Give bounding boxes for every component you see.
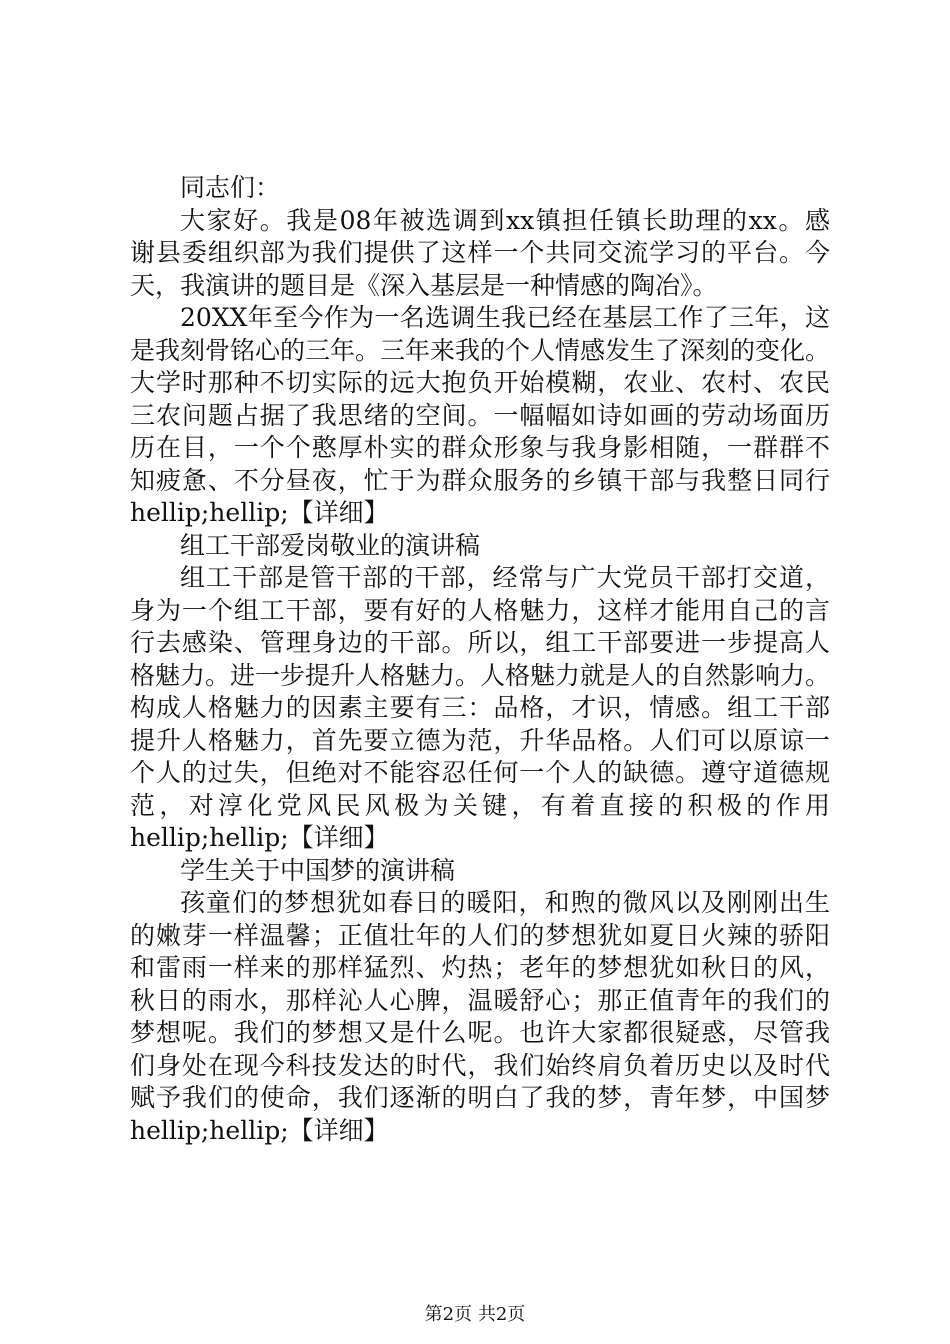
text-line: 历在目，一个个憨厚朴实的群众形象与我身影相随，一群群不 — [130, 433, 830, 462]
text-line: 的嫩芽一样温馨；正值壮年的人们的梦想犹如夏日火辣的骄阳 — [130, 920, 830, 950]
paragraph-speech-1 — [130, 302, 830, 530]
greeting — [130, 172, 830, 205]
details-link[interactable]: hellip;hellip;【详细】 — [130, 823, 389, 852]
text-line: 组工干部是管干部的干部，经常与广大党员干部打交道， — [180, 563, 830, 592]
text-line: 梦想呢。我们的梦想又是什么呢。也许大家都很疑惑，尽管我 — [130, 1018, 830, 1047]
details-link[interactable]: hellip;hellip;【详细】 — [130, 1115, 389, 1145]
text-line: 和雷雨一样来的那样猛烈、灼热；老年的梦想犹如秋日的风， — [130, 953, 830, 982]
paragraph-intro — [130, 205, 830, 303]
text-line: 20XX年至今作为一名选调生我已经在基层工作了三年，这 — [180, 303, 830, 332]
text-line: 提升人格魅力，首先要立德为范，升华品格。人们可以原谅一 — [130, 725, 830, 755]
text-line: 谢县委组织部为我们提供了这样一个共同交流学习的平台。今 — [130, 238, 830, 267]
greeting-text: 同志们： — [180, 173, 281, 202]
text-line: 三农问题占据了我思绪的空间。一幅幅如诗如画的劳动场面历 — [130, 400, 830, 430]
text-line: 个人的过失，但绝对不能容忍任何一个人的缺德。遵守道德规 — [130, 758, 830, 787]
text-line: 是我刻骨铭心的三年。三年来我的个人情感发生了深刻的变化。 — [130, 335, 831, 365]
section-china-dream-speech — [130, 855, 830, 1148]
text-line: 范，对淳化党风民风极为关键，有着直接的积极的作用 — [130, 790, 830, 820]
text-line: 构成人格魅力的因素主要有三：品格，才识，情感。组工干部 — [130, 693, 830, 722]
text-line: 身为一个组工干部，要有好的人格魅力，这样才能用自己的言 — [130, 595, 830, 625]
text-line: 们身处在现今科技发达的时代，我们始终肩负着历史以及时代 — [130, 1050, 830, 1080]
text-line: 秋日的雨水，那样沁人心脾，温暖舒心；那正值青年的我们的 — [130, 985, 830, 1015]
section-organization-speech — [130, 530, 830, 855]
text-line: 大家好。我是08年被选调到xx镇担任镇长助理的xx。感 — [180, 205, 830, 235]
text-line: 大学时那种不切实际的远大抱负开始模糊，农业、农村、农民 — [130, 368, 830, 397]
section-heading: 学生关于中国梦的演讲稿 — [180, 855, 456, 885]
text-line: 孩童们的梦想犹如春日的暖阳，和煦的微风以及刚刚出生 — [180, 888, 830, 917]
text-line: 赋予我们的使命，我们逐渐的明白了我的梦，青年梦，中国梦 — [130, 1083, 830, 1112]
section-heading: 组工干部爱岗敬业的演讲稿 — [180, 530, 481, 560]
text-line: 行去感染、管理身边的干部。所以，组工干部要进一步提高人 — [130, 628, 830, 657]
details-link[interactable]: hellip;hellip;【详细】 — [130, 498, 389, 527]
text-line: 格魅力。进一步提升人格魅力。人格魅力就是人的自然影响力。 — [130, 660, 831, 690]
document-body — [130, 172, 830, 1147]
text-line: 知疲惫、不分昼夜，忙于为群众服务的乡镇干部与我整日同行 — [130, 465, 830, 495]
page-number: 第2页 共2页 — [424, 1304, 526, 1325]
text-line: 天，我演讲的题目是《深入基层是一种情感的陶冶》。 — [130, 270, 718, 300]
